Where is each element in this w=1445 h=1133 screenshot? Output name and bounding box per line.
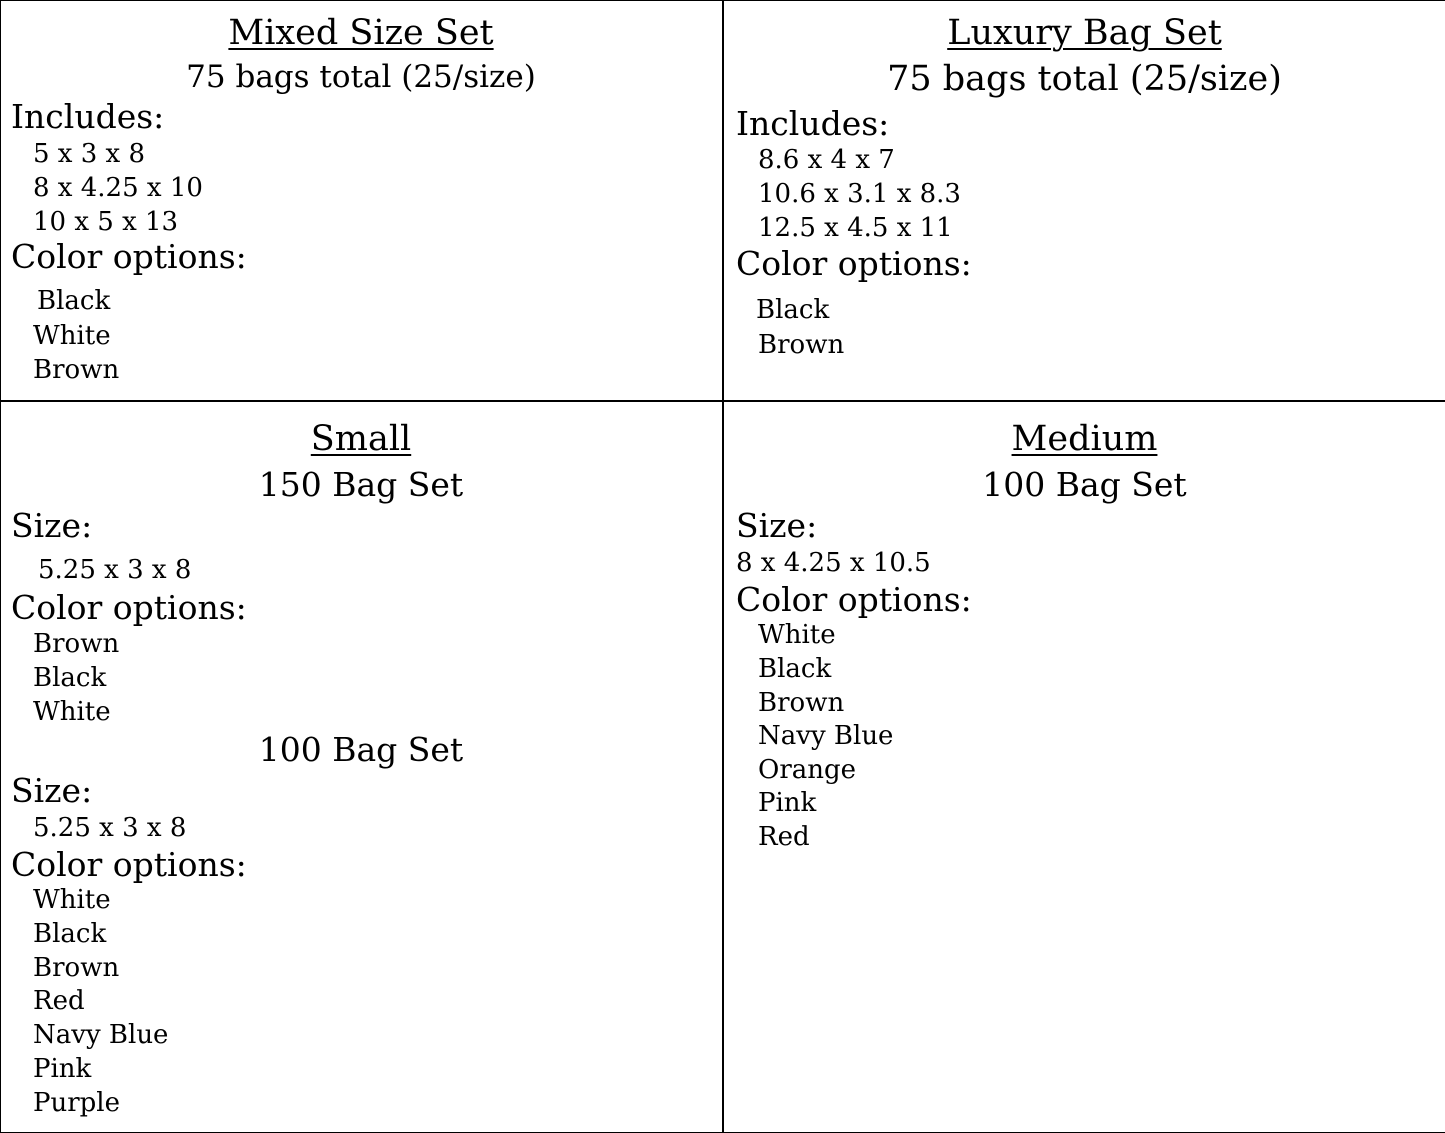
mixed-color-item: White [33, 321, 111, 351]
mixed-color-item: Black [37, 286, 111, 316]
small-set1-color-label: Color options: [11, 588, 247, 627]
luxury-size-item: 8.6 x 4 x 7 [758, 145, 895, 175]
small-set1-size-label: Size: [11, 506, 93, 545]
horizontal-divider [0, 400, 1445, 402]
small-set1-color-item: White [33, 697, 111, 727]
small-set2-size: 5.25 x 3 x 8 [33, 813, 187, 843]
mixed-size-item: 5 x 3 x 8 [33, 139, 146, 169]
medium-color-item: Pink [758, 788, 817, 818]
small-set1-subtitle: 150 Bag Set [258, 465, 464, 504]
small-set1-color-item: Black [33, 663, 107, 693]
luxury-color-item: Black [756, 295, 830, 325]
medium-color-label: Color options: [736, 580, 972, 619]
mixed-size-item: 8 x 4.25 x 10 [33, 173, 203, 203]
medium-color-item: White [758, 620, 836, 650]
medium-color-item: Navy Blue [758, 721, 894, 751]
mixed-includes-label: Includes: [11, 97, 165, 136]
small-set2-color-item: Red [33, 986, 85, 1016]
small-set2-color-item: Black [33, 919, 107, 949]
luxury-color-item: Brown [758, 330, 845, 360]
mixed-title: Mixed Size Set [228, 13, 494, 53]
small-set1-size: 5.25 x 3 x 8 [38, 555, 192, 585]
mixed-subtitle: 75 bags total (25/size) [186, 59, 536, 95]
small-set2-color-item: White [33, 885, 111, 915]
small-set2-color-item: Navy Blue [33, 1020, 169, 1050]
luxury-subtitle: 75 bags total (25/size) [887, 59, 1282, 99]
small-set1-color-item: Brown [33, 629, 120, 659]
small-title: Small [310, 419, 412, 459]
medium-title: Medium [1011, 419, 1158, 459]
small-set2-color-item: Purple [33, 1088, 121, 1118]
medium-color-item: Black [758, 654, 832, 684]
mixed-color-item: Brown [33, 355, 120, 385]
luxury-includes-label: Includes: [736, 104, 890, 143]
luxury-size-item: 10.6 x 3.1 x 8.3 [758, 179, 961, 209]
medium-color-item: Orange [758, 755, 857, 785]
medium-color-item: Red [758, 822, 810, 852]
vertical-divider [722, 0, 724, 1133]
small-set2-subtitle: 100 Bag Set [258, 730, 464, 769]
mixed-size-item: 10 x 5 x 13 [33, 207, 179, 237]
small-set2-color-item: Pink [33, 1054, 92, 1084]
medium-color-item: Brown [758, 688, 845, 718]
luxury-size-item: 12.5 x 4.5 x 11 [758, 213, 953, 243]
small-set2-color-label: Color options: [11, 845, 247, 884]
luxury-color-label: Color options: [736, 244, 972, 283]
medium-size: 8 x 4.25 x 10.5 [736, 548, 931, 578]
small-set2-size-label: Size: [11, 771, 93, 810]
medium-size-label: Size: [736, 506, 818, 545]
mixed-color-label: Color options: [11, 237, 247, 276]
small-set2-color-item: Brown [33, 953, 120, 983]
luxury-title: Luxury Bag Set [947, 13, 1222, 53]
medium-subtitle: 100 Bag Set [982, 465, 1187, 504]
